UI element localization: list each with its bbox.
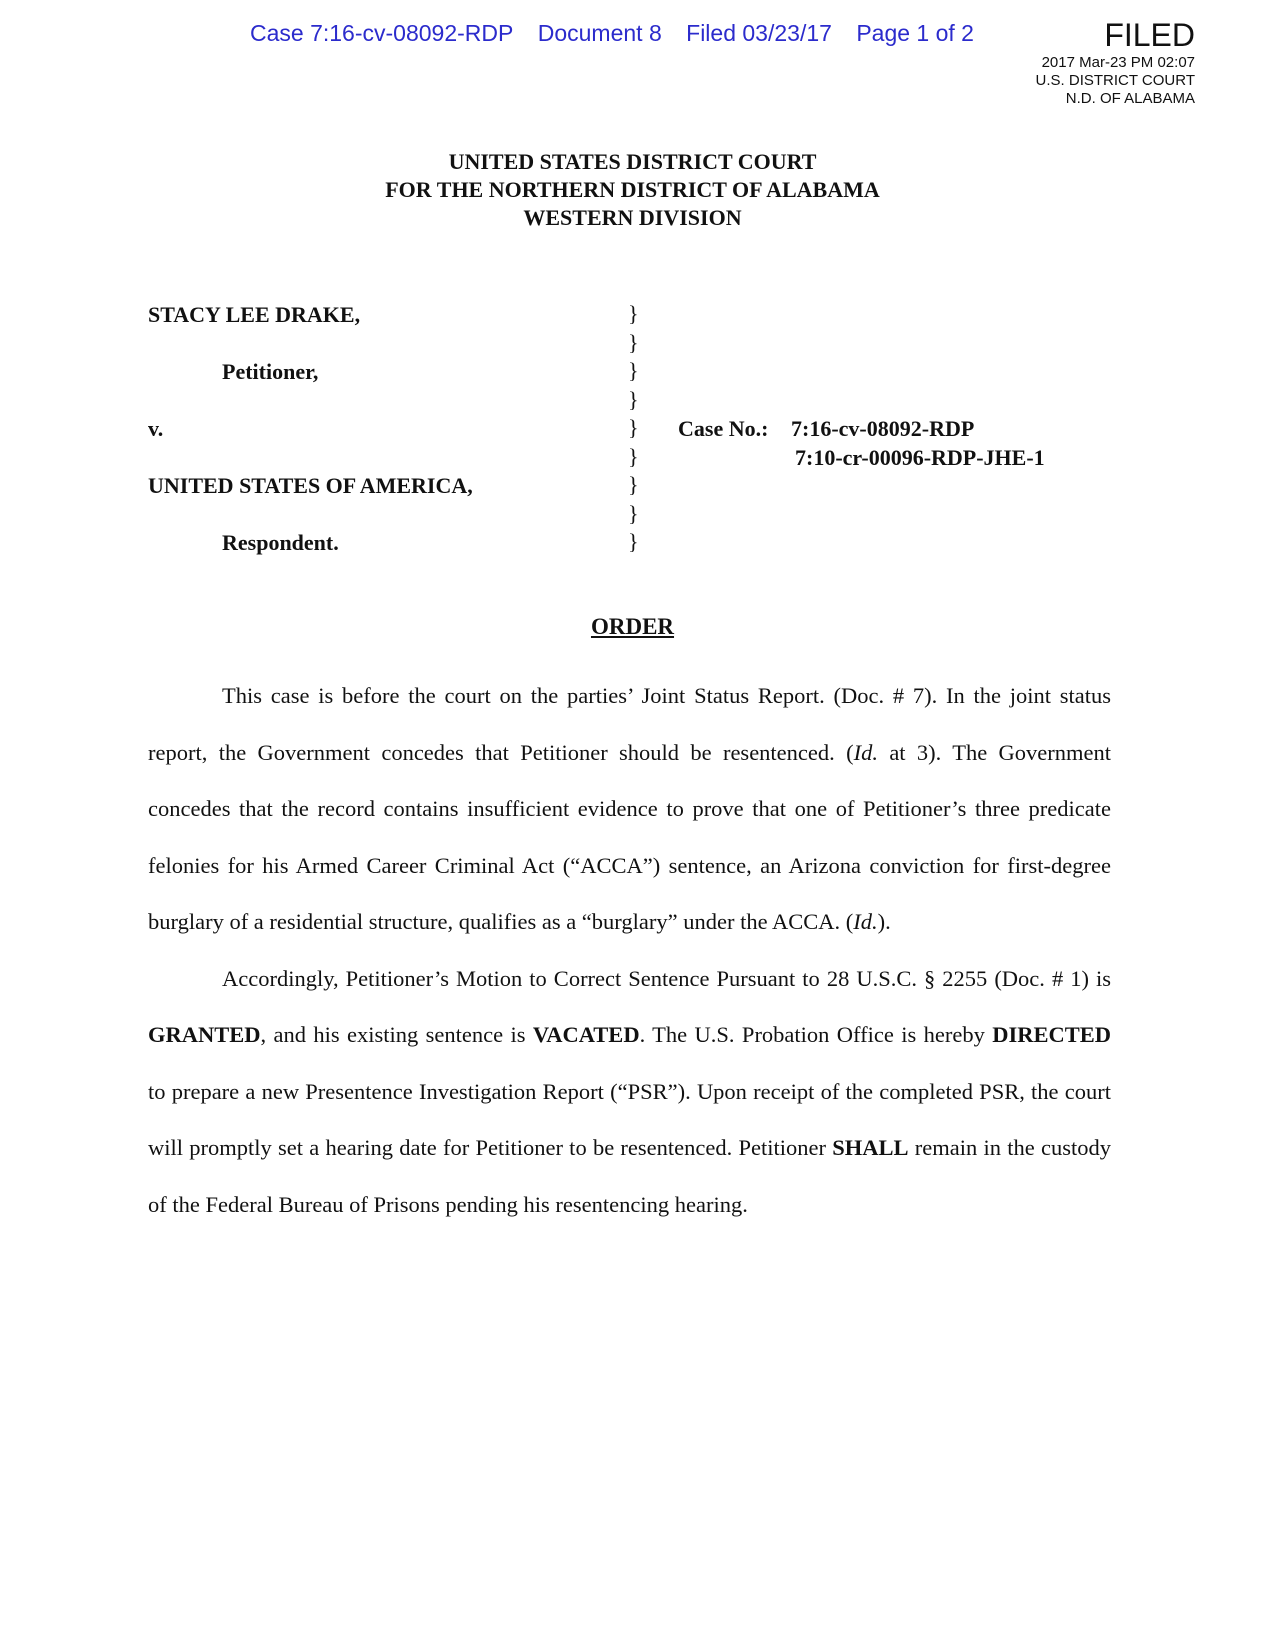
court-line-2: FOR THE NORTHERN DISTRICT OF ALABAMA (385, 177, 880, 202)
case-no-civil: 7:16-cv-08092-RDP (791, 416, 975, 441)
court-line-3: WESTERN DIVISION (523, 205, 742, 230)
ecf-header-stamp (250, 20, 992, 47)
granted-word: GRANTED (148, 1022, 261, 1047)
filed-district: N.D. OF ALABAMA (1065, 90, 1195, 107)
p2-text-a: Accordingly, Petitioner’s Motion to Correct Sentence Pursuant to 28 U.S.C. § 2255 (Doc. # 1) is (222, 965, 1111, 991)
brace: } (628, 500, 639, 526)
petitioner-name: STACY LEE DRAKE, (148, 302, 361, 327)
filed-court: U.S. DISTRICT COURT (1035, 72, 1195, 89)
court-title (0, 148, 1265, 232)
brace: } (628, 529, 639, 554)
header-filed: Filed 03/23/17 (686, 20, 832, 46)
vacated-word: VACATED (532, 1022, 640, 1047)
case-no-criminal: 7:10-cr-00096-RDP-JHE-1 (795, 445, 1045, 470)
respondent-name: UNITED STATES OF AMERICA, (148, 473, 473, 498)
filed-stamp (1036, 16, 1195, 108)
p2-text-d: to prepare a new Presentence Investigation Report (“PSR”). Upon receipt of the completed PSR, the court will promptly set a hearing date for Petitioner to be resentenced. Petitioner (148, 1078, 1111, 1160)
respondent-role: Respondent. (222, 530, 339, 555)
petitioner-role: Petitioner, (222, 359, 319, 384)
brace: } (628, 472, 639, 497)
header-document: Document 8 (537, 20, 662, 46)
p1-text-b: at 3). The Government concedes that the record contains insufficient evidence to prove that one of Petitioner’s three predicate felonies for his Armed Career Criminal Act (“ACCA”) sentence, an Arizona conviction for first-degree burglary of a residential structure, qualifies as a “burglary” under the ACCA. ( (148, 739, 1111, 934)
filed-word: FILED (1104, 17, 1195, 53)
brace: } (628, 443, 639, 469)
p1-text-a: This case is before the court on the parties’ Joint Status Report. (Doc. # 7). In the joint status report, the Government concedes that Petitioner should be resentenced. ( (148, 683, 1111, 765)
p1-id-cite-1: Id. (853, 739, 878, 765)
order-heading: ORDER (590, 614, 675, 639)
case-no-label: Case No.: (678, 416, 769, 441)
header-case: Case 7:16-cv-08092-RDP (250, 20, 514, 46)
paragraph-1 (148, 668, 1111, 951)
filed-datetime: 2017 Mar-23 PM 02:07 (1041, 54, 1195, 71)
brace: } (628, 329, 639, 355)
court-line-1: UNITED STATES DISTRICT COURT (448, 149, 817, 174)
directed-word: DIRECTED (992, 1022, 1111, 1047)
header-page: Page 1 of 2 (856, 20, 974, 46)
p2-text-b: , and his existing sentence is (260, 1022, 533, 1047)
brace: } (628, 386, 639, 412)
caption-braces (628, 300, 639, 557)
shall-word: SHALL (832, 1135, 909, 1160)
p2-text-e: remain in the custody of the Federal Bureau of Prisons pending his resentencing hearing. (148, 1135, 1112, 1217)
paragraph-2 (148, 951, 1111, 1234)
p2-text-c: . The U.S. Probation Office is hereby (639, 1022, 993, 1047)
p1-text-c: ). (877, 909, 891, 934)
order-body (148, 668, 1111, 1233)
versus: v. (148, 416, 164, 441)
brace: } (628, 358, 639, 383)
p1-id-cite-2: Id. (853, 909, 878, 934)
brace: } (628, 301, 639, 326)
brace: } (628, 415, 639, 440)
